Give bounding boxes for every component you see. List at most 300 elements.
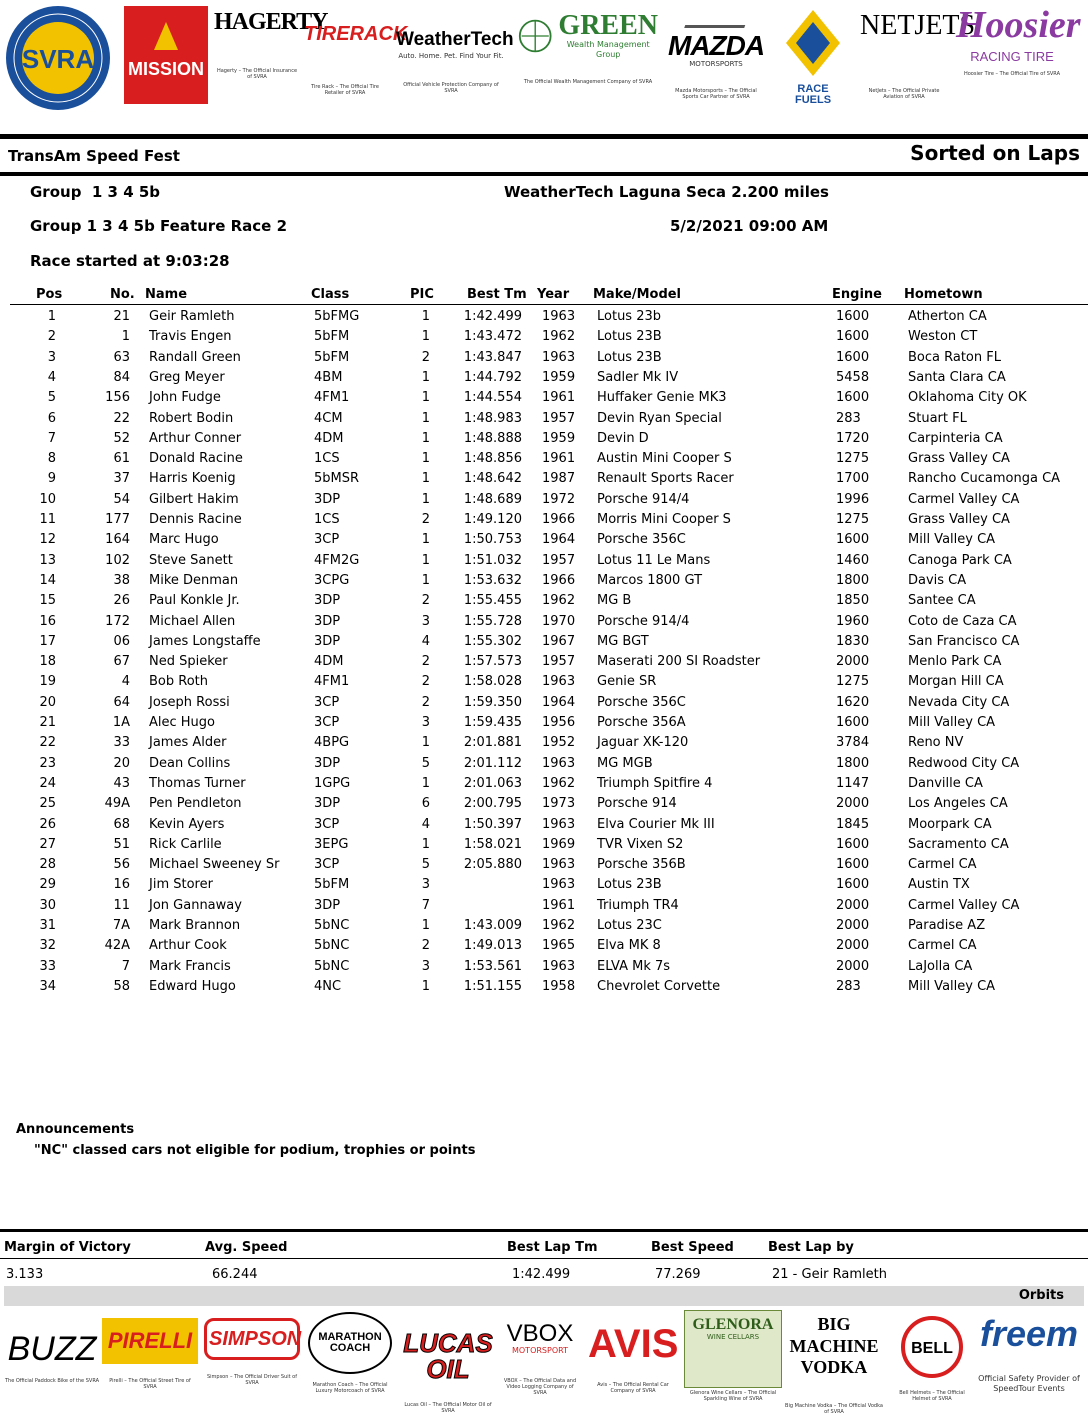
cell-hometown: San Francisco CA: [908, 633, 1020, 649]
cell-pic: 1: [421, 430, 430, 446]
cell-make: Porsche 356C: [597, 694, 686, 710]
cell-no: 43: [113, 775, 130, 791]
cell-engine: 1800: [836, 755, 870, 771]
cell-hometown: Rancho Cucamonga CA: [908, 471, 1061, 487]
cell-engine: 1600: [836, 390, 870, 406]
cell-class: 1GPG: [314, 775, 351, 791]
cell-pos: 32: [39, 938, 56, 954]
col-pic: PIC: [410, 287, 434, 302]
cell-best: 1:43.847: [463, 349, 522, 365]
cell-engine: 5458: [836, 369, 870, 385]
cell-no: 164: [105, 532, 130, 548]
cell-hometown: Santee CA: [908, 593, 976, 609]
cell-name: Harris Koenig: [149, 471, 236, 487]
cell-name: Marc Hugo: [149, 532, 219, 548]
cell-make: Porsche 356A: [597, 715, 686, 730]
cell-pos: 28: [39, 857, 56, 873]
cell-name: Michael Allen: [149, 613, 236, 629]
col-hometown: Hometown: [904, 287, 983, 302]
results-header-rule: [10, 304, 1088, 305]
cell-no: 16: [113, 877, 130, 893]
cell-pos: 2: [47, 329, 56, 345]
cell-make: Lotus 23B: [597, 349, 662, 365]
cell-year: 1956: [542, 715, 576, 730]
cell-best: 1:58.028: [463, 674, 522, 690]
orbits-label: Orbits: [1018, 1288, 1064, 1303]
cell-hometown: Mill Valley CA: [908, 715, 996, 730]
table-row: [0, 614, 1088, 634]
cell-make: Lotus 23b: [597, 309, 662, 324]
cell-year: 1957: [542, 654, 576, 670]
cell-no: 156: [105, 390, 130, 406]
table-row: [0, 411, 1088, 431]
cell-make: MG MGB: [597, 755, 653, 771]
cell-hometown: Mill Valley CA: [908, 532, 996, 548]
cell-pic: 1: [421, 978, 430, 994]
cell-no: 177: [105, 512, 130, 527]
cell-name: Dean Collins: [149, 755, 231, 771]
cell-engine: 2000: [836, 897, 870, 913]
cell-class: 5bFM: [314, 349, 350, 365]
cell-hometown: Oklahoma City OK: [908, 390, 1027, 406]
cell-pic: 1: [421, 552, 430, 568]
cell-name: Mark Brannon: [149, 918, 241, 933]
cell-year: 1966: [542, 572, 576, 588]
cell-name: Steve Sanett: [149, 552, 233, 568]
cell-name: Paul Konkle Jr.: [149, 593, 240, 609]
cell-year: 1967: [542, 633, 576, 649]
avg-speed-value: 66.244: [212, 1267, 258, 1282]
cell-engine: 2000: [836, 796, 870, 812]
cell-pos: 4: [47, 369, 56, 385]
table-row: [0, 370, 1088, 390]
cell-best: 1:51.155: [463, 978, 522, 994]
cell-best: 1:55.455: [463, 593, 522, 609]
cell-year: 1963: [542, 349, 576, 365]
cell-pic: 4: [421, 633, 430, 649]
cell-no: 172: [105, 613, 130, 629]
lucas-oil-logo: LUCAS OIL Lucas Oil – The Official Motor Oil of SVRA: [403, 1328, 493, 1414]
cell-hometown: Menlo Park CA: [908, 654, 1002, 670]
table-row: [0, 837, 1088, 857]
cell-engine: 1960: [836, 613, 870, 629]
table-row: [0, 329, 1088, 349]
cell-hometown: Carmel CA: [908, 857, 977, 873]
table-row: [0, 553, 1088, 573]
table-row: [0, 817, 1088, 837]
best-lap-label: Best Lap Tm: [507, 1240, 598, 1255]
cell-class: 4BPG: [314, 735, 350, 751]
cell-best: 1:53.561: [463, 958, 522, 974]
cell-engine: 1700: [836, 471, 870, 487]
cell-class: 3EPG: [314, 836, 349, 852]
cell-pic: 1: [421, 369, 430, 385]
cell-name: Thomas Turner: [149, 775, 246, 791]
cell-make: Triumph Spitfire 4: [597, 775, 713, 791]
table-row: [0, 715, 1088, 735]
table-row: [0, 756, 1088, 776]
cell-no: 58: [113, 978, 130, 994]
cell-engine: 1460: [836, 552, 870, 568]
cell-best: 1:57.573: [463, 654, 522, 670]
cell-pic: 5: [421, 755, 430, 771]
cell-make: Lotus 23B: [597, 329, 662, 345]
cell-pos: 5: [47, 390, 56, 406]
cell-pic: 1: [421, 918, 430, 933]
cell-year: 1969: [542, 836, 576, 852]
cell-make: Elva MK 8: [597, 938, 661, 954]
cell-pic: 5: [421, 857, 430, 873]
cell-best: 1:42.499: [463, 309, 522, 324]
col-class: Class: [311, 287, 350, 302]
cell-year: 1963: [542, 857, 576, 873]
cell-class: 3DP: [314, 613, 341, 629]
svg-text:SVRA: SVRA: [21, 44, 95, 74]
cell-pos: 3: [47, 349, 56, 365]
table-row: [0, 532, 1088, 552]
cell-no: 51: [113, 836, 130, 852]
cell-year: 1961: [542, 897, 576, 913]
cell-hometown: Mill Valley CA: [908, 978, 996, 994]
cell-pic: 1: [421, 410, 430, 426]
cell-hometown: Atherton CA: [908, 309, 987, 324]
cell-year: 1961: [542, 390, 576, 406]
cell-best: 1:44.554: [463, 390, 522, 406]
cell-hometown: Carmel Valley CA: [908, 491, 1020, 507]
cell-pos: 15: [39, 593, 56, 609]
cell-year: 1963: [542, 309, 576, 324]
avg-speed-label: Avg. Speed: [205, 1240, 288, 1255]
cell-no: 56: [113, 857, 130, 873]
cell-class: 3DP: [314, 897, 341, 913]
cell-best: 1:55.302: [463, 633, 522, 649]
cell-no: 11: [113, 897, 130, 913]
cell-class: 3CP: [314, 816, 340, 832]
cell-no: 102: [105, 552, 130, 568]
cell-no: 20: [113, 755, 130, 771]
cell-make: Porsche 914/4: [597, 613, 690, 629]
cell-year: 1963: [542, 755, 576, 771]
cell-best: 1:44.792: [463, 369, 522, 385]
pirelli-logo: PIRELLI Pirelli – The Official Street Tire of SVRA: [102, 1310, 198, 1390]
cell-engine: 1600: [836, 349, 870, 365]
cell-name: Kevin Ayers: [149, 816, 225, 832]
cell-name: Robert Bodin: [149, 410, 234, 426]
cell-make: Sadler Mk IV: [597, 369, 679, 385]
cell-no: 06: [113, 633, 130, 649]
cell-no: 33: [113, 735, 130, 751]
table-row: [0, 471, 1088, 491]
cell-pic: 2: [421, 938, 430, 954]
cell-class: 4FM1: [314, 390, 350, 406]
cell-year: 1964: [542, 694, 576, 710]
cell-best: 1:50.753: [463, 532, 522, 548]
cell-year: 1959: [542, 430, 576, 446]
table-row: [0, 979, 1088, 999]
table-row: [0, 634, 1088, 654]
cell-name: Edward Hugo: [149, 978, 236, 994]
cell-class: 5bMSR: [314, 471, 360, 487]
cell-best: 1:48.888: [463, 430, 522, 446]
summary-label-rule: [0, 1258, 1088, 1259]
weathertech-logo: WeatherTech Auto. Home. Pet. Find Your Fit. Official Vehicle Protection Company of SVRA: [396, 29, 514, 95]
cell-pos: 16: [39, 613, 56, 629]
cell-no: 68: [113, 816, 130, 832]
cell-pos: 17: [39, 633, 56, 649]
cell-year: 1962: [542, 329, 576, 345]
cell-pos: 14: [39, 572, 56, 588]
cell-engine: 2000: [836, 654, 870, 670]
cell-pos: 30: [39, 897, 56, 913]
cell-no: 7A: [112, 918, 130, 933]
cell-hometown: Carpinteria CA: [908, 430, 1003, 446]
cell-class: 3DP: [314, 633, 341, 649]
table-row: [0, 390, 1088, 410]
cell-best: 2:00.795: [463, 796, 522, 812]
track-label: WeatherTech Laguna Seca 2.200 miles: [504, 183, 829, 201]
cell-class: 5bNC: [314, 938, 350, 954]
cell-name: Bob Roth: [149, 674, 208, 690]
cell-pos: 11: [39, 512, 56, 527]
cell-no: 52: [113, 430, 130, 446]
cell-pic: 3: [421, 958, 430, 974]
cell-pic: 1: [421, 735, 430, 751]
cell-hometown: LaJolla CA: [908, 958, 973, 974]
cell-pos: 10: [39, 491, 56, 507]
cell-hometown: Paradise AZ: [908, 918, 986, 933]
cell-make: Porsche 914: [597, 796, 677, 812]
table-row: [0, 674, 1088, 694]
cell-pic: 7: [421, 897, 430, 913]
col-engine: Engine: [832, 287, 882, 302]
cell-no: 1A: [112, 715, 130, 730]
cell-no: 37: [113, 471, 130, 487]
cell-pic: 6: [421, 796, 430, 812]
cell-name: Rick Carlile: [149, 836, 222, 852]
netjets-logo: NETJETS NetJets – The Official Private Aviation of SVRA: [860, 10, 976, 100]
cell-hometown: Los Angeles CA: [908, 796, 1008, 812]
cell-hometown: Davis CA: [908, 572, 967, 588]
cell-make: Marcos 1800 GT: [597, 572, 703, 588]
cell-hometown: Sacramento CA: [908, 836, 1009, 852]
cell-pic: 3: [421, 715, 430, 730]
cell-no: 61: [113, 451, 130, 467]
best-lap-by-value: 21 - Geir Ramleth: [772, 1267, 887, 1282]
marathon-coach-logo: MARATHON COACH Marathon Coach – The Official Luxury Motorcoach of SVRA: [304, 1310, 396, 1394]
cell-pos: 21: [39, 715, 56, 730]
header-rule-top: [0, 134, 1088, 139]
cell-name: Ned Spieker: [149, 654, 228, 670]
cell-pic: 2: [421, 694, 430, 710]
cell-make: MG BGT: [597, 633, 649, 649]
buzz-logo: BUZZ The Official Paddock Bike of the SVRA: [4, 1330, 100, 1384]
cell-year: 1962: [542, 918, 576, 933]
cell-hometown: Weston CT: [908, 329, 978, 345]
cell-engine: 1275: [836, 451, 870, 467]
cell-name: Jon Gannaway: [149, 897, 242, 913]
cell-make: Porsche 356B: [597, 857, 686, 873]
cell-best: 1:43.009: [463, 918, 522, 933]
cell-pic: 1: [421, 471, 430, 487]
cell-name: John Fudge: [149, 390, 221, 406]
cell-pic: 1: [421, 836, 430, 852]
cell-class: 5bFMG: [314, 309, 360, 324]
cell-engine: 1620: [836, 694, 870, 710]
cell-year: 1965: [542, 938, 576, 954]
table-row: [0, 735, 1088, 755]
cell-hometown: Reno NV: [908, 735, 964, 751]
cell-pic: 1: [421, 329, 430, 345]
cell-engine: 1830: [836, 633, 870, 649]
cell-no: 42A: [104, 938, 130, 954]
cell-make: Elva Courier Mk III: [597, 816, 715, 832]
col-name: Name: [145, 287, 188, 302]
vbox-logo: VBOX MOTORSPORT VBOX – The Official Data and Video Logging Company of SVRA: [503, 1320, 577, 1396]
cell-best: 2:01.112: [463, 755, 522, 771]
cell-class: 4FM2G: [314, 552, 360, 568]
cell-pic: 1: [421, 309, 430, 324]
cell-year: 1972: [542, 491, 576, 507]
cell-no: 64: [113, 694, 130, 710]
cell-class: 3CP: [314, 857, 340, 873]
table-row: [0, 451, 1088, 471]
cell-pos: 23: [39, 755, 56, 771]
cell-year: 1964: [542, 532, 576, 548]
race-datetime: 5/2/2021 09:00 AM: [670, 217, 829, 235]
group-label: Group 1 3 4 5b: [30, 183, 161, 201]
cell-pos: 7: [47, 430, 56, 446]
cell-best: 1:59.435: [463, 715, 522, 730]
cell-class: 5bNC: [314, 918, 350, 933]
cell-pos: 22: [39, 735, 56, 751]
table-row: [0, 918, 1088, 938]
cell-make: Austin Mini Cooper S: [597, 451, 732, 467]
cell-name: Randall Green: [149, 349, 241, 365]
cell-pos: 19: [39, 674, 56, 690]
cell-class: 4CM: [314, 410, 343, 426]
cell-pos: 26: [39, 816, 56, 832]
sunoco-logo: RACE FUELS: [780, 8, 846, 106]
cell-engine: 3784: [836, 735, 870, 751]
cell-engine: 1600: [836, 329, 870, 345]
cell-pos: 29: [39, 877, 56, 893]
cell-engine: 283: [836, 978, 861, 994]
cell-engine: 1850: [836, 593, 870, 609]
cell-year: 1962: [542, 775, 576, 791]
cell-make: TVR Vixen S2: [597, 836, 684, 852]
cell-hometown: Canoga Park CA: [908, 552, 1012, 568]
table-row: [0, 796, 1088, 816]
svg-text:BELL: BELL: [911, 1340, 953, 1357]
hoosier-logo: Hoosier RACING TIRE Hoosier Tire – The Official Tire of SVRA: [956, 4, 1081, 77]
cell-no: 4: [121, 674, 130, 690]
cell-pos: 33: [39, 958, 56, 974]
cell-no: 1: [121, 329, 130, 345]
session-label: Group 1 3 4 5b Feature Race 2: [30, 217, 287, 235]
cell-pos: 8: [47, 451, 56, 467]
hagerty-logo: HAGERTY Hagerty – The Official Insurance of SVRA: [214, 9, 328, 80]
cell-class: 5bNC: [314, 958, 350, 974]
cell-pos: 20: [39, 694, 56, 710]
table-row: [0, 695, 1088, 715]
table-row: [0, 573, 1088, 593]
cell-engine: 1600: [836, 877, 870, 893]
cell-year: 1970: [542, 613, 576, 629]
cell-pic: 2: [421, 593, 430, 609]
cell-class: 3CP: [314, 694, 340, 710]
announcements-text: "NC" classed cars not eligible for podium, trophies or points: [34, 1143, 476, 1158]
best-lap-value: 1:42.499: [512, 1267, 571, 1282]
cell-no: 49A: [104, 796, 130, 812]
cell-class: 1CS: [314, 512, 340, 527]
cell-pos: 18: [39, 654, 56, 670]
best-lap-by-label: Best Lap by: [768, 1240, 854, 1255]
svra-logo: [4, 4, 112, 112]
cell-pic: 1: [421, 775, 430, 791]
cell-best: 1:48.983: [463, 410, 522, 426]
cell-year: 1987: [542, 471, 576, 487]
cell-name: Arthur Conner: [149, 430, 242, 446]
cell-engine: 1720: [836, 430, 870, 446]
cell-make: Lotus 11 Le Mans: [597, 552, 711, 568]
avis-logo: AVIS Avis – The Official Rental Car Company of SVRA: [588, 1322, 679, 1394]
table-row: [0, 877, 1088, 897]
mazda-logo: MAZDA MOTORSPORTS Mazda Motorsports – The Official Sports Car Partner of SVRA: [668, 18, 764, 100]
cell-pic: 1: [421, 390, 430, 406]
cell-class: 5bFM: [314, 877, 350, 893]
cell-class: 3CP: [314, 715, 340, 730]
cell-year: 1952: [542, 735, 576, 751]
cell-hometown: Grass Valley CA: [908, 451, 1010, 467]
tirerack-logo: TIRERACK Tire Rack – The Official Tire Retailer of SVRA: [304, 23, 408, 96]
header-rule-bottom: [0, 172, 1088, 176]
cell-name: James Alder: [149, 735, 227, 751]
cell-year: 1963: [542, 816, 576, 832]
cell-name: Jim Storer: [149, 877, 213, 893]
cell-best: 2:05.880: [463, 857, 522, 873]
cell-name: Dennis Racine: [149, 512, 242, 527]
cell-pos: 27: [39, 836, 56, 852]
cell-class: 1CS: [314, 451, 340, 467]
cell-engine: 1600: [836, 836, 870, 852]
cell-engine: 1800: [836, 572, 870, 588]
cell-pos: 34: [39, 978, 56, 994]
cell-class: 4BM: [314, 369, 343, 385]
cell-engine: 2000: [836, 938, 870, 954]
cell-year: 1962: [542, 593, 576, 609]
cell-hometown: Redwood City CA: [908, 755, 1020, 771]
announcements-title: Announcements: [16, 1122, 135, 1137]
cell-engine: 1600: [836, 715, 870, 730]
cell-year: 1963: [542, 958, 576, 974]
cell-name: Geir Ramleth: [149, 309, 235, 324]
cell-make: Jaguar XK-120: [597, 735, 689, 751]
cell-make: Devin Ryan Special: [597, 410, 722, 426]
cell-hometown: Boca Raton FL: [908, 349, 1001, 365]
table-row: [0, 431, 1088, 451]
glenora-logo: GLENORA WINE CELLARS Glenora Wine Cellars – The Official Sparkling Wine of SVRA: [684, 1310, 782, 1402]
col-no: No.: [110, 287, 135, 302]
cell-pos: 12: [39, 532, 56, 548]
cell-engine: 1275: [836, 512, 870, 527]
table-row: [0, 350, 1088, 370]
cell-engine: 1996: [836, 491, 870, 507]
big-machine-vodka-logo: BIG MACHINE VODKA Big Machine Vodka – The Official Vodka of SVRA: [785, 1314, 883, 1415]
cell-hometown: Moorpark CA: [908, 816, 992, 832]
table-row: [0, 492, 1088, 512]
cell-best: 1:49.120: [463, 512, 522, 527]
cell-no: 26: [113, 593, 130, 609]
